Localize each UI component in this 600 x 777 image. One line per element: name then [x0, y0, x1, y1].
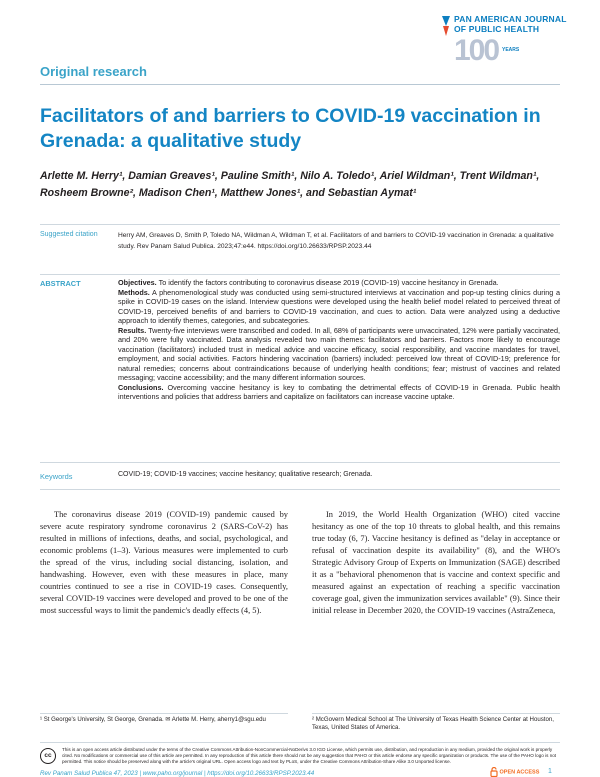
authors	[40, 168, 560, 202]
header-divider	[40, 84, 560, 85]
affiliation-1: ¹ St George's University, St George, Grenada. ✉ Arlette M. Herry, aherry1@sgu.edu	[40, 716, 266, 723]
footer-citation: Rev Panam Salud Publica 47, 2023 | www.paho.org/journal | https://doi.org/10.26633/RPSP.2023.44	[40, 770, 315, 777]
citation-text: Herry AM, Greaves D, Smith P, Toledo NA, Wildman A, Wildman T, et al. Facilitators of and barriers to COVID-19 vaccination in Grenada: a qualitative study. Rev Panam Salud Publica. 2023;47:e44. https://doi.org/10.26633/RPSP.2023.44	[118, 232, 554, 250]
abstract-results	[118, 326, 560, 383]
license-divider	[40, 742, 560, 743]
objectives-text: To identify the factors contributing to coronavirus disease 2019 (COVID-19) vaccine hesitancy in Grenada.	[158, 278, 499, 287]
authors-line2: Rosheem Browne², Madison Chen¹, Matthew Jones¹, and Sebastian Aymat¹	[40, 187, 417, 199]
abstract-methods	[118, 288, 560, 326]
body-column-left	[40, 509, 288, 617]
logo-text	[454, 14, 567, 34]
citation-divider	[40, 224, 560, 225]
logo-line1: PAN AMERICAN JOURNAL	[454, 14, 567, 24]
methods-text: A phenomenological study was conducted using semi-structured interviews at vaccination and pop-up testing clinics during a spike in COVID-19 cases on the island. Interview questions were developed using the health belief model related to perceived threat of COVID-19, perceived benefits of and barriers to COVID-19 vaccination, and cues to action. Data were analyzed using a deductive approach to identify themes, categories, and subcategories.	[118, 287, 560, 325]
body-paragraph-left: The coronavirus disease 2019 (COVID-19) pandemic caused by severe acute respiratory syndrome coronavirus 2 (SARS-CoV-2) has resulted in millions of infections, deaths, and social, psychological, and economic problems (1–3). Various measures were implemented to curb the spread of the virus, including social distancing, isolation, and handwashing. However, even with these measures in place, many countries continued to see a rise in COVID-19 cases. Consequently, several COVID-19 vaccines were developed and proved to be one of the most successful ways to limit the pandemic's deadly effects (4, 5).	[40, 510, 288, 615]
keywords-text: COVID-19; COVID-19 vaccines; vaccine hesitancy; qualitative research; Grenada.	[118, 471, 373, 478]
open-access-label: OPEN ACCESS	[499, 769, 540, 776]
creative-commons-icon: cc	[40, 748, 56, 764]
keywords-label: Keywords	[40, 472, 73, 481]
section-label: Original research	[40, 64, 147, 79]
keywords-divider	[40, 462, 560, 463]
article-title: Facilitators of and barriers to COVID-19 vaccination in Grenada: a qualitative study	[40, 105, 541, 152]
journal-logo	[440, 14, 590, 74]
abstract-divider	[40, 274, 560, 275]
conclusions-heading: Conclusions.	[118, 382, 164, 392]
affiliation-2: ² McGovern Medical School at The University of Texas Health Science Center at Houston, Texas, United States of America.	[312, 716, 554, 731]
abstract-body	[118, 278, 560, 402]
logo-anniversary: 100	[454, 34, 499, 67]
body-column-right	[312, 509, 560, 617]
abstract-conclusions	[118, 383, 560, 402]
affiliation-divider-left	[40, 713, 288, 714]
body-paragraph-right: In 2019, the World Health Organization (WHO) cited vaccine hesitancy as one of the top 10 threats to global health, and this remains true today (6, 7). Vaccine hesitancy is defined as "delay in acceptance or refusal of vaccination despite its availability" (8), and the WHO's Strategic Advisory Group of Experts on Immunization (SAGE) described it as a "behavioral phenomenon that is vaccine and context specific and measured against an expectation of reaching a specific vaccination coverage goal, given the immunization services available" (9). Since their initial release in December 2020, the COVID-19 vaccines (AstraZeneca,	[312, 510, 560, 615]
affiliation-divider-right	[312, 713, 560, 714]
logo-line2: OF PUBLIC HEALTH	[454, 24, 540, 34]
objectives-heading: Objectives.	[118, 278, 157, 287]
keywords-bottom-divider	[40, 489, 560, 490]
abstract-objectives	[118, 278, 560, 288]
abstract-label: ABSTRACT	[40, 279, 81, 288]
authors-line1: Arlette M. Herry¹, Damian Greaves¹, Pauline Smith¹, Nilo A. Toledo¹, Ariel Wildman¹, Trent Wildman¹,	[40, 170, 540, 182]
page-number: 1	[548, 768, 552, 775]
logo-mark-icon	[440, 14, 452, 38]
results-heading: Results.	[118, 325, 147, 335]
citation-label: Suggested citation	[40, 231, 98, 238]
methods-heading: Methods.	[118, 287, 150, 297]
license-text: This is an open access article distributed under the terms of the Creative Commons Attribution-NonCommercial-NoDerivs 3.0 IGO License, which permits use, distribution, and reproduction in any medium, provided the original work is properly cited. No modifications or commercial use of this article are permitted. In any reproduction of this article there should not be any suggestion that PAHO or this article endorse any specific organization or products. The use of the PAHO logo is not permitted. This notice should be preserved along with the article's original URL. Open access logo and text by PLoS, under the Creative Commons Attribution-Share Alike 3.0 Unported license.	[62, 747, 557, 764]
logo-years: YEARS	[502, 47, 520, 53]
conclusions-text: Overcoming vaccine hesitancy is key to combating the detrimental effects of COVID-19 in Grenada. Public health interventions and policies that address barriers and capitalize on facilitators can increase vaccine uptake.	[118, 382, 561, 401]
results-text: Twenty-five interviews were transcribed and coded. In all, 68% of participants were unvaccinated, 12% were partially vaccinated, and 20% were fully vaccinated. Data analysis revealed two main themes: facilitators and barriers. Factors more likely to encourage vaccination (facilitators) included trust in medical advice and vaccine efficacy, social responsibility, and vaccine mandates for travel, employment, and social activities. Factors hindering vaccination (barriers) included: perceived low threat of COVID-19; preference for natural remedies; concerns about contraindications because of underlying health conditions; fear; mistrust of vaccines and related messaging; vaccine accessibility; and the many different information sources.	[118, 325, 560, 382]
